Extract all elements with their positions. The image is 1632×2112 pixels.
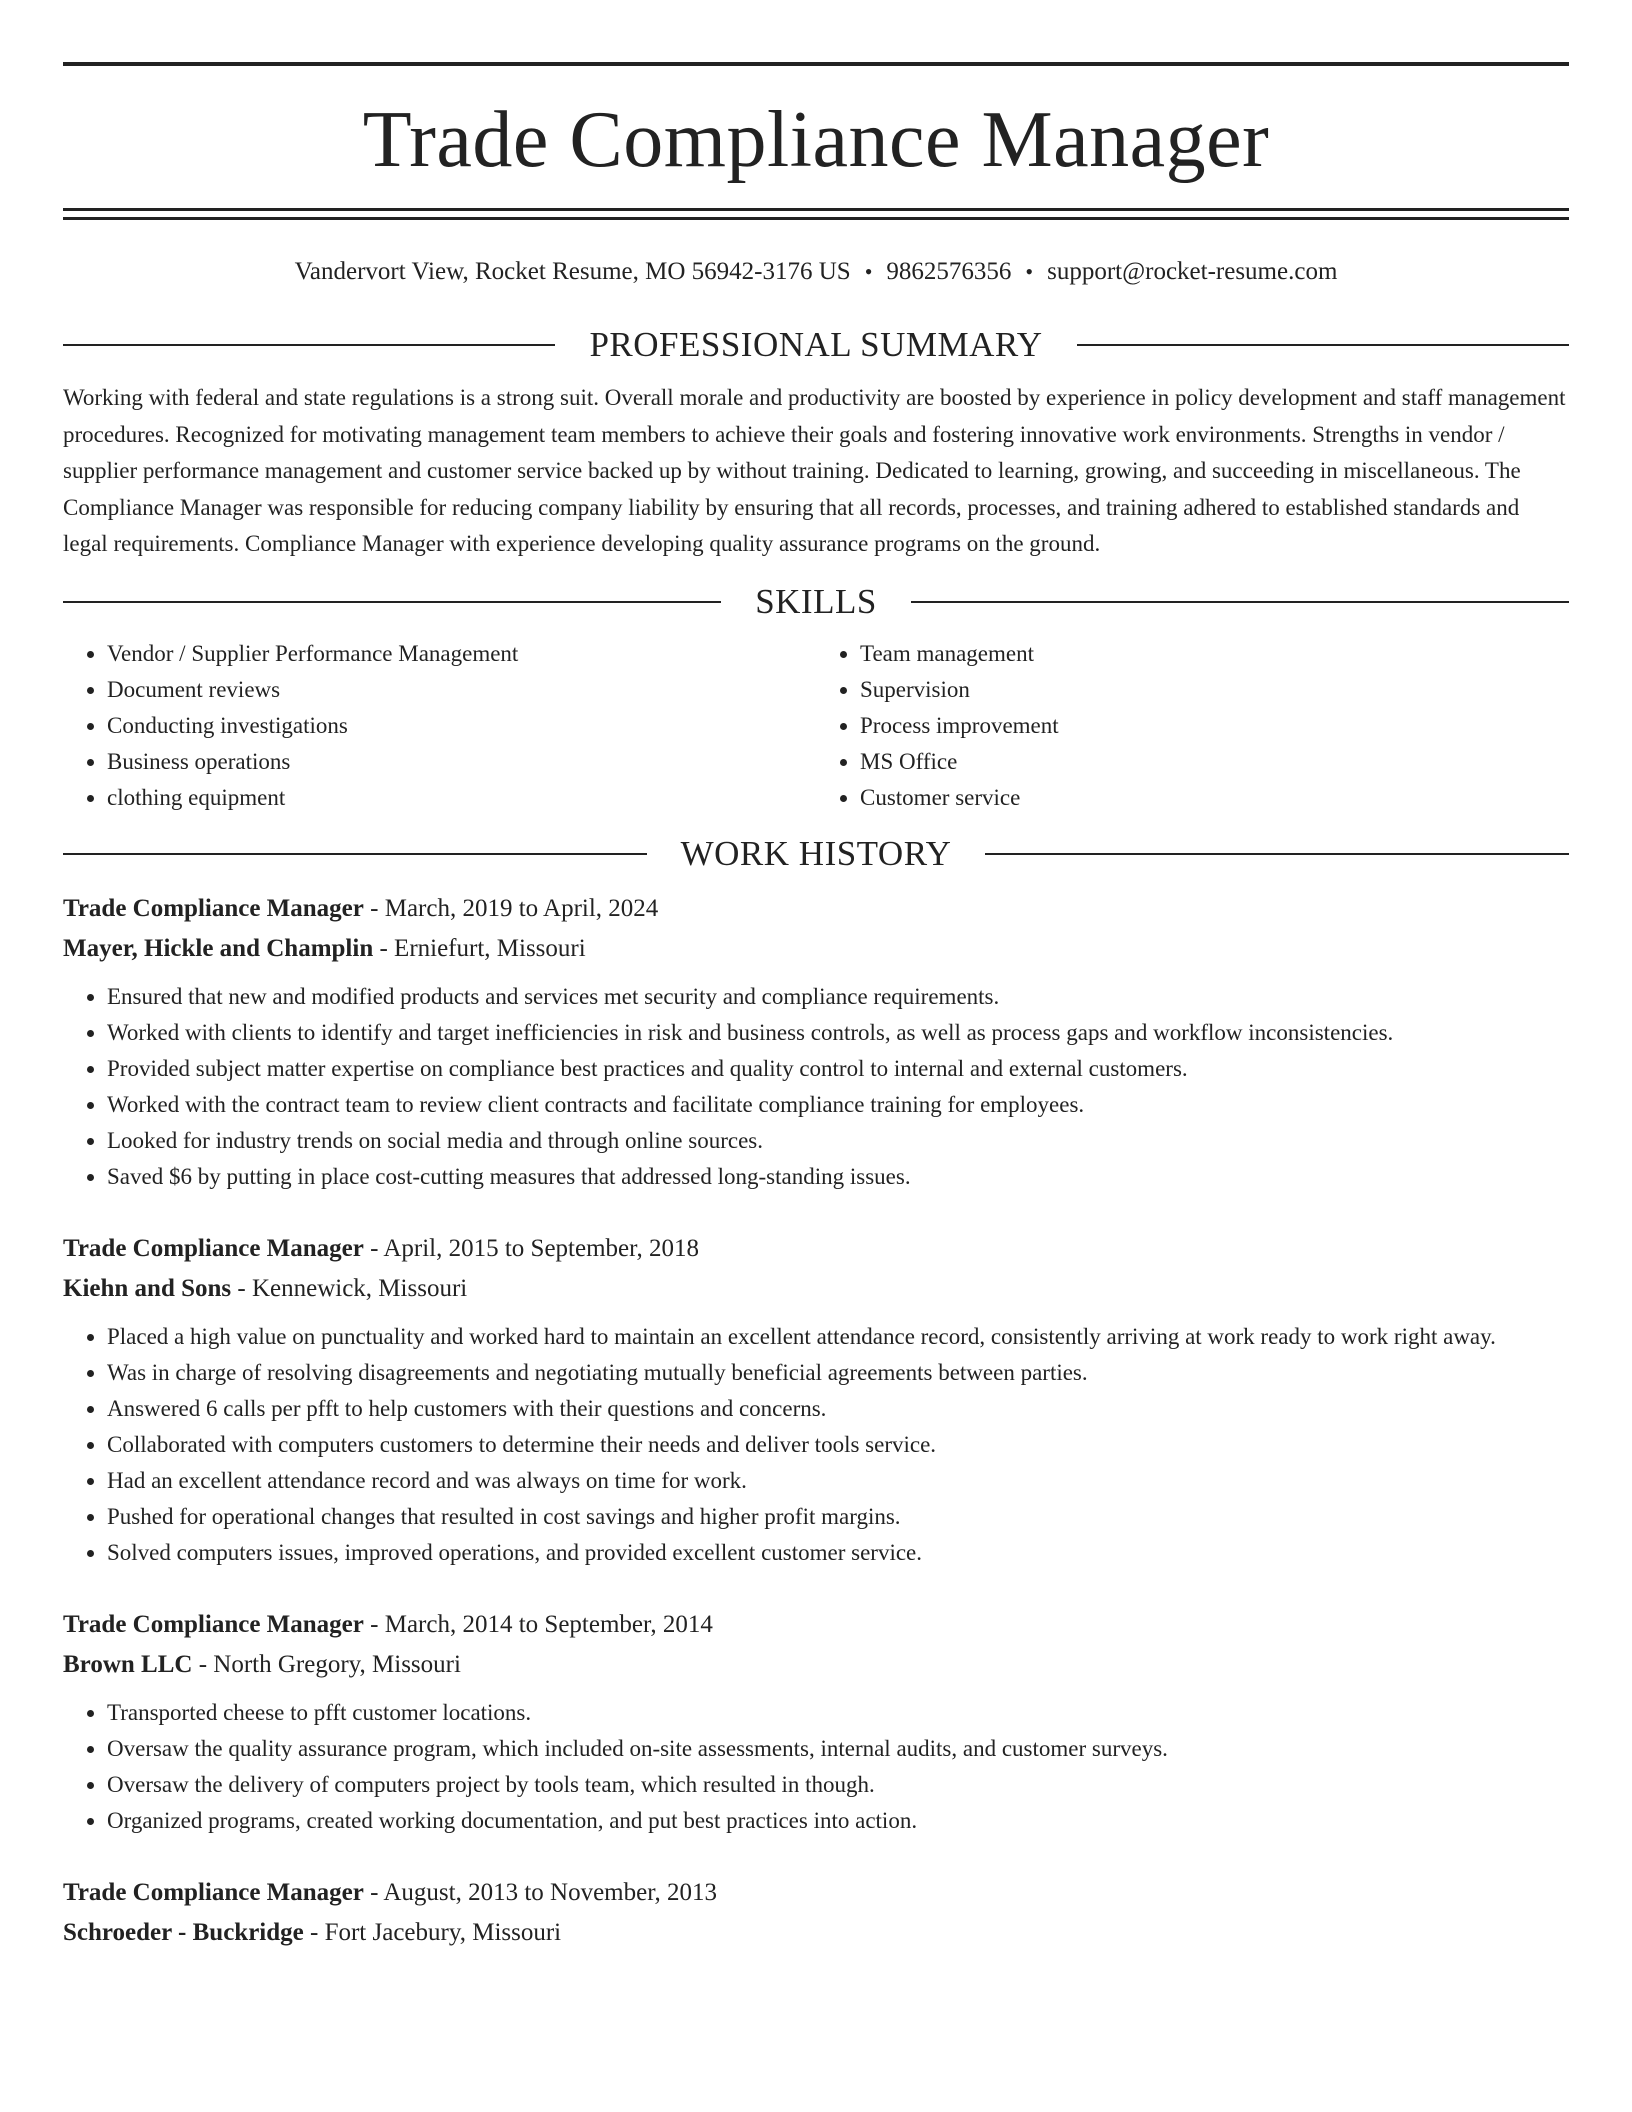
skill-item: • Vendor / Supplier Performance Management — [107, 636, 816, 672]
contact-phone: 9862576356 — [886, 258, 1012, 285]
skill-item: • Conducting investigations — [107, 708, 816, 744]
job-dates: April, 2015 to September, 2018 — [383, 1234, 699, 1262]
job-company-line: Kiehn and Sons - Kennewick, Missouri — [63, 1274, 468, 1302]
summary-text: Working with federal and state regulations is a strong suit. Overall morale and productivity are boosted by experience in policy development and staff management procedures. Recognized for motivating management team members to achieve their goals and fostering innovative work environments. Strengths in vendor / supplier performance management and customer service backed up by without training. Dedicated to learning, growing, and succeeding in miscellaneous. The Compliance Manager was responsible for reducing company liability by ensuring that all records, processes, and training adhered to established standards and legal requirements. Compliance Manager with experience developing quality assurance programs on the ground. — [63, 385, 1566, 557]
section-header-skills — [63, 582, 1569, 622]
section-title: SKILLS — [755, 581, 877, 621]
job-location: North Gregory, Missouri — [213, 1650, 461, 1678]
contact-line — [63, 257, 1569, 287]
job-bullet: • Organized programs, created working documentation, and put best practices into action. — [107, 1803, 1569, 1839]
contact-separator: • — [864, 259, 873, 284]
job-company: Schroeder - Buckridge — [63, 1918, 304, 1946]
job-company-line: Schroeder - Buckridge - Fort Jacebury, Missouri — [63, 1918, 562, 1946]
section-rule — [911, 601, 1569, 603]
job-location: Erniefurt, Missouri — [394, 934, 586, 962]
job-bullet: • Transported cheese to pfft customer locations. — [107, 1695, 1569, 1731]
job-company: Brown LLC — [63, 1650, 193, 1678]
job-dates: August, 2013 to November, 2013 — [383, 1878, 718, 1906]
section-rule — [985, 853, 1569, 855]
job-title-line: Trade Compliance Manager - August, 2013 to November, 2013 — [63, 1878, 718, 1906]
section-rule — [1077, 344, 1569, 346]
header-double-rule — [63, 208, 1569, 220]
job-bullet: • Placed a high value on punctuality and worked hard to maintain an excellent attendance record, consistently arriving at work ready to work right away. — [107, 1319, 1569, 1355]
job-bullet: • Answered 6 calls per pfft to help customers with their questions and concerns. — [107, 1391, 1569, 1427]
job-title: Trade Compliance Manager — [63, 1610, 364, 1638]
section-header-summary — [63, 325, 1569, 365]
contact-separator: • — [1025, 259, 1034, 284]
job-title-line: Trade Compliance Manager - March, 2019 to April, 2024 — [63, 894, 659, 922]
section-header-work-history — [63, 834, 1569, 874]
skill-item: • Customer service — [860, 780, 1569, 816]
section-rule — [63, 344, 555, 346]
job-title: Trade Compliance Manager — [63, 1878, 364, 1906]
job-dates: March, 2014 to September, 2014 — [384, 1610, 713, 1638]
page-title: Trade Compliance Manager — [362, 96, 1270, 184]
job-location: Kennewick, Missouri — [251, 1274, 468, 1302]
section-rule — [63, 853, 647, 855]
job-bullets — [63, 1319, 1569, 1571]
job-title-line: Trade Compliance Manager - April, 2015 to September, 2018 — [63, 1234, 699, 1262]
job-bullet: • Oversaw the quality assurance program, which included on-site assessments, internal audits, and customer surveys. — [107, 1731, 1569, 1767]
skill-item: • Process improvement — [860, 708, 1569, 744]
job-entry — [63, 889, 1569, 1195]
work-history-list — [63, 889, 1569, 1953]
job-company-line: Brown LLC - North Gregory, Missouri — [63, 1650, 461, 1678]
skill-item: • Team management — [860, 636, 1569, 672]
job-bullet: • Provided subject matter expertise on compliance best practices and quality control to internal and external customers. — [107, 1051, 1569, 1087]
job-title-line: Trade Compliance Manager - March, 2014 to September, 2014 — [63, 1610, 713, 1638]
job-bullet: • Worked with the contract team to review client contracts and facilitate compliance training for employees. — [107, 1087, 1569, 1123]
skills-column-right — [816, 636, 1569, 816]
job-bullet: • Saved $6 by putting in place cost-cutting measures that addressed long-standing issues. — [107, 1159, 1569, 1195]
job-bullet: • Pushed for operational changes that resulted in cost savings and higher profit margins. — [107, 1499, 1569, 1535]
job-bullet: • Worked with clients to identify and target inefficiencies in risk and business controls, as well as process gaps and workflow inconsistencies. — [107, 1015, 1569, 1051]
job-company: Mayer, Hickle and Champlin — [63, 934, 374, 962]
skill-item: • Business operations — [107, 744, 816, 780]
contact-email: support@rocket-resume.com — [1047, 258, 1338, 285]
job-bullet: • Was in charge of resolving disagreements and negotiating mutually beneficial agreements between parties. — [107, 1355, 1569, 1391]
section-title: PROFESSIONAL SUMMARY — [589, 325, 1043, 364]
job-bullet: • Ensured that new and modified products and services met security and compliance requirements. — [107, 979, 1569, 1015]
contact-address: Vandervort View, Rocket Resume, MO 56942-3176 US — [294, 258, 851, 285]
skill-item: • clothing equipment — [107, 780, 816, 816]
skill-item: • Document reviews — [107, 672, 816, 708]
job-title: Trade Compliance Manager — [63, 1234, 364, 1262]
job-entry — [63, 1229, 1569, 1571]
job-dates: March, 2019 to April, 2024 — [384, 894, 659, 922]
job-bullet: • Collaborated with computers customers to determine their needs and deliver tools service. — [107, 1427, 1569, 1463]
job-bullet: • Oversaw the delivery of computers project by tools team, which resulted in though. — [107, 1767, 1569, 1803]
job-bullet: • Looked for industry trends on social media and through online sources. — [107, 1123, 1569, 1159]
job-company-line: Mayer, Hickle and Champlin - Erniefurt, Missouri — [63, 934, 586, 962]
job-bullets — [63, 1695, 1569, 1839]
section-title: WORK HISTORY — [680, 833, 952, 873]
skills-list — [63, 636, 1569, 816]
section-rule — [63, 601, 721, 603]
job-entry — [63, 1873, 1569, 1953]
job-entry — [63, 1605, 1569, 1839]
job-bullet: • Had an excellent attendance record and was always on time for work. — [107, 1463, 1569, 1499]
job-company: Kiehn and Sons — [63, 1274, 232, 1302]
skill-item: • MS Office — [860, 744, 1569, 780]
skills-column-left — [63, 636, 816, 816]
job-location: Fort Jacebury, Missouri — [324, 1918, 562, 1946]
job-bullet: • Solved computers issues, improved operations, and provided excellent customer service. — [107, 1535, 1569, 1571]
job-title: Trade Compliance Manager — [63, 894, 364, 922]
job-bullets — [63, 979, 1569, 1195]
skill-item: • Supervision — [860, 672, 1569, 708]
